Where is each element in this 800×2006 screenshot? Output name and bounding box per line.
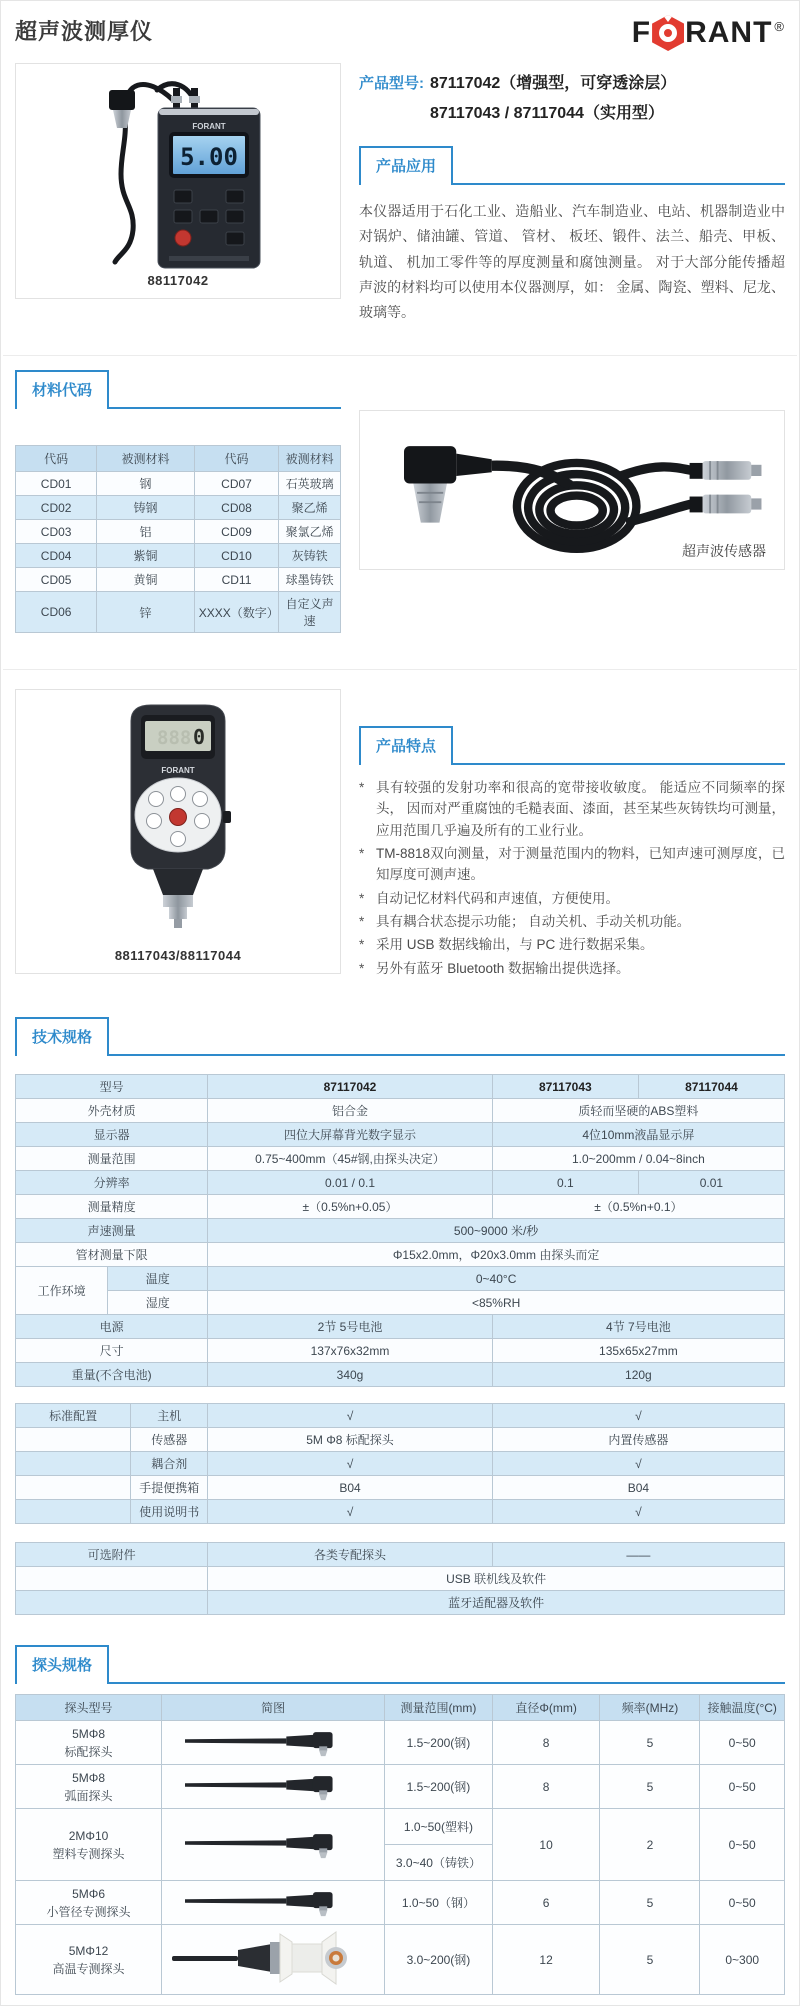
tab-underline [453,726,785,765]
code-cell: XXXX（数字） [194,592,279,633]
list-item: * 另外有蓝牙 Bluetooth 数据输出提供选择。 [359,958,785,979]
col-header: 代码 [194,446,279,472]
standard-config-table [15,1403,785,1524]
material-cell: 铸钢 [97,496,195,520]
probes-tab [15,1645,785,1684]
spec-value: 120g [492,1363,784,1387]
spec-value: 0.01 / 0.1 [208,1171,493,1195]
feature-text: 具有较强的发射功率和很高的宽带接收敏度。 能适应不同频率的探头， 因而对严重腐蚀的毛糙表面、漆面，甚至某些灰铸铁均可测量， 应用范围几乎遍及所有的工业行业。 [376,780,785,838]
code-cell: CD06 [16,592,97,633]
list-item: * 具有较强的发射功率和很高的宽带接收敏度。 能适应不同频率的探头， 因而对严重腐蚀的毛糙表面、漆面，甚至某些灰铸铁均可测量， 应用范围几乎遍及所有的工业行业。 [359,777,785,841]
spec-label: 型号 [16,1075,208,1099]
config-value: 内置传感器 [492,1428,784,1452]
features-tab-label: 产品特点 [359,726,453,765]
gauge1-lcd-value: 5.00 [180,143,238,171]
list-item: * 采用 USB 数据线输出，与 PC 进行数据采集。 [359,934,785,955]
features-tab [359,726,785,765]
code-cell: CD07 [194,472,279,496]
code-cell: CD09 [194,520,279,544]
probe-frequency: 2 [600,1809,700,1881]
config-group-cell [16,1452,131,1476]
probe-temp: 0~300 [700,1925,785,1995]
config-item: 耦合剂 [131,1452,208,1476]
material-cell: 铝 [97,520,195,544]
col-header: 探头型号 [16,1695,162,1721]
table-row [16,568,341,592]
spec-value: 0~40°C [208,1267,785,1291]
table-row [16,1925,785,1995]
table-row [16,1452,785,1476]
spec-label: 分辨率 [16,1171,208,1195]
header [1,1,799,59]
config-value: √ [492,1452,784,1476]
table-header-row [16,1695,785,1721]
specs-tab [15,1017,785,1056]
probe-model: 5MΦ6 小管径专测探头 [16,1881,162,1925]
material-cell: 石英玻璃 [279,472,341,496]
spec-value: <85%RH [208,1291,785,1315]
spec-label: 管材测量下限 [16,1243,208,1267]
gauge2-lcd-ghost: 888 [157,727,192,750]
section-specs [1,1017,799,1615]
spec-value: 2节 5号电池 [208,1315,493,1339]
table-row [16,1219,785,1243]
code-cell: CD10 [194,544,279,568]
logo-letter-f: F [631,16,652,49]
table-row [16,1500,785,1524]
high-temp-probe-icon [168,1928,378,1988]
model-line-1: 87117042（增强型，可穿透涂层） [430,75,677,92]
features-list [359,777,785,979]
optional-group-cell [16,1591,208,1615]
optional-value: USB 联机线及软件 [208,1567,785,1591]
code-cell: CD08 [194,496,279,520]
feature-text: 另外有蓝牙 Bluetooth 数据输出提供选择。 [376,960,630,976]
product-photo-88117043 [15,689,341,974]
spec-value: 87117044 [638,1075,784,1099]
probe-diagram [162,1765,385,1809]
spec-value: Φ15x2.0mm，Φ20x3.0mm 由探头而定 [208,1243,785,1267]
probe-frequency: 5 [600,1765,700,1809]
list-item: * 具有耦合状态提示功能； 自动关机、手动关机功能。 [359,911,785,932]
sensor-photo [359,410,785,570]
probe-diameter: 8 [492,1765,600,1809]
spec-value: 87117043 [492,1075,638,1099]
table-row [16,592,341,633]
registered-mark: ® [774,18,785,34]
config-group-cell [16,1500,131,1524]
spec-value: 四位大屏幕背光数字显示 [208,1123,493,1147]
table-row [16,1267,785,1291]
table-row [16,1075,785,1099]
material-codes-tab-label: 材料代码 [15,370,109,409]
table-row [16,496,341,520]
config-value: B04 [208,1476,493,1500]
feature-text: 自动记忆材料代码和声速值，方便使用。 [376,890,619,906]
material-codes-tab [15,370,341,409]
sensor-cable-illustration [362,420,782,560]
tab-underline [453,146,785,185]
config-group-cell [16,1476,131,1500]
material-cell: 钢 [97,472,195,496]
table-row [16,1171,785,1195]
spec-label: 重量(不含电池) [16,1363,208,1387]
config-group-cell [16,1428,131,1452]
config-item: 手提便携箱 [131,1476,208,1500]
feature-text: 具有耦合状态提示功能； 自动关机、手动关机功能。 [376,914,691,930]
section-probes [1,1645,799,1995]
spec-label: 声速测量 [16,1219,208,1243]
spec-value: ±（0.5%n+0.05） [208,1195,493,1219]
table-row [16,1315,785,1339]
application-text: 本仪器适用于石化工业、造船业、汽车制造业、电站、机器制造业中对锅炉、储油罐、管道、 管材、 板坯、锻件、法兰、船壳、甲板、轨道、 机加工零件等的厚度测量和腐蚀测量。 对于大部分能传播超声波的材料均可以使用本仪器测厚，如： 金属、陶瓷、塑料、尼龙、玻璃等。 [359,203,785,320]
table-row [16,1591,785,1615]
table-row [16,1363,785,1387]
table-row [16,1195,785,1219]
spec-sublabel: 湿度 [108,1291,208,1315]
probe-model: 5MΦ8 弧面探头 [16,1765,162,1809]
code-cell: CD03 [16,520,97,544]
probe-diameter: 10 [492,1809,600,1881]
feature-text: 采用 USB 数据线输出，与 PC 进行数据采集。 [376,937,654,953]
section-intro [1,59,799,325]
spec-value: 铝合金 [208,1099,493,1123]
spec-value: 137x76x32mm [208,1339,493,1363]
table-row [16,1721,785,1765]
tab-underline [109,1645,785,1684]
probe-diagram [162,1809,385,1881]
gauge1-brand-text: FORANT [192,122,226,131]
probe-temp: 0~50 [700,1881,785,1925]
probe-range: 3.0~200(钢) [385,1925,493,1995]
material-cell: 聚氯乙烯 [279,520,341,544]
spec-label: 测量范围 [16,1147,208,1171]
section-features [1,670,799,981]
table-row [16,1881,785,1925]
probe-temp: 0~50 [700,1765,785,1809]
angle-probe-icon [168,1725,378,1757]
col-header: 代码 [16,446,97,472]
angle-probe-icon [168,1827,378,1859]
gauge2-brand-text: FORANT [161,766,195,776]
section-material-codes [1,356,799,633]
material-codes-table [15,445,341,633]
material-cell: 聚乙烯 [279,496,341,520]
config-value: 5M Φ8 标配探头 [208,1428,493,1452]
material-cell: 紫铜 [97,544,195,568]
probe-frequency: 5 [600,1925,700,1995]
angle-probe-icon [168,1885,378,1917]
probe-diagram [162,1925,385,1995]
config-value: √ [492,1404,784,1428]
probe-diagram [162,1721,385,1765]
col-header: 简图 [162,1695,385,1721]
table-row [16,544,341,568]
product-photo-88117042 [15,63,341,299]
spec-value: 0.1 [492,1171,638,1195]
list-item: * 自动记忆材料代码和声速值，方便使用。 [359,888,785,909]
tab-underline [109,1017,785,1056]
col-header: 测量范围(mm) [385,1695,493,1721]
spec-value: 质轻而坚硬的ABS塑料 [492,1099,784,1123]
feature-text: TM-8818双向测量，对于测量范围内的物料，已知声速可测厚度，已知厚度可测声速。 [376,846,785,883]
optional-accessories-table [15,1542,785,1615]
spec-value: 340g [208,1363,493,1387]
table-row [16,1428,785,1452]
table-row [16,1809,785,1845]
spec-value: 4位10mm液晶显示屏 [492,1123,784,1147]
tab-underline [109,370,341,409]
config-item: 使用说明书 [131,1500,208,1524]
table-row [16,1567,785,1591]
material-cell: 球墨铸铁 [279,568,341,592]
material-cell: 锌 [97,592,195,633]
probe-range: 1.0~50(塑料) [385,1809,493,1845]
code-cell: CD02 [16,496,97,520]
gauge1-caption: 88117042 [147,273,209,288]
probe-model: 2MΦ10 塑料专测探头 [16,1809,162,1881]
gauge2-illustration [93,690,263,948]
model-label: 产品型号: [359,75,424,92]
probe-frequency: 5 [600,1721,700,1765]
spec-value: 4节 7号电池 [492,1315,784,1339]
brand-logo [632,15,785,51]
probe-diagram [162,1881,385,1925]
table-row [16,1765,785,1809]
probes-tab-label: 探头规格 [15,1645,109,1684]
table-header-row [16,446,341,472]
optional-value: 各类专配探头 [208,1543,493,1567]
spec-label: 显示器 [16,1123,208,1147]
probes-table [15,1694,785,1995]
spec-label: 外壳材质 [16,1099,208,1123]
specs-tab-label: 技术规格 [15,1017,109,1056]
spec-sublabel: 温度 [108,1267,208,1291]
table-row [16,1291,785,1315]
optional-value: 蓝牙适配器及软件 [208,1591,785,1615]
spec-value: 0.01 [638,1171,784,1195]
list-item: * TM-8818双向测量，对于测量范围内的物料，已知声速可测厚度，已知厚度可测声速。 [359,843,785,886]
angle-probe-icon [168,1769,378,1801]
table-row [16,1476,785,1500]
col-header: 接触温度(°C) [700,1695,785,1721]
config-value: √ [208,1404,493,1428]
material-cell: 黄铜 [97,568,195,592]
optional-group-cell [16,1567,208,1591]
probe-diameter: 6 [492,1881,600,1925]
probe-range: 1.5~200(钢) [385,1721,493,1765]
table-row [16,1543,785,1567]
table-row [16,1099,785,1123]
spec-value: 1.0~200mm / 0.04~8inch [492,1147,784,1171]
col-header: 被测材料 [97,446,195,472]
probe-range: 1.0~50（钢） [385,1881,493,1925]
table-row [16,1243,785,1267]
logo-letters-rant: RANT [685,16,773,49]
table-row [16,520,341,544]
probe-model: 5MΦ12 高温专测探头 [16,1925,162,1995]
sensor-caption: 超声波传感器 [682,543,766,560]
spec-value: 0.75~400mm（45#钢,由探头决定） [208,1147,493,1171]
code-cell: CD01 [16,472,97,496]
application-tab-label: 产品应用 [359,146,453,185]
code-cell: CD11 [194,568,279,592]
material-cell: 自定义声速 [279,592,341,633]
probe-frequency: 5 [600,1881,700,1925]
specs-table [15,1074,785,1387]
probe-temp: 0~50 [700,1721,785,1765]
spec-value: 500~9000 米/秒 [208,1219,785,1243]
col-header: 直径Φ(mm) [492,1695,600,1721]
config-value: √ [208,1500,493,1524]
table-row [16,1404,785,1428]
product-model-block [359,69,785,128]
col-header: 频率(MHz) [600,1695,700,1721]
spec-label: 电源 [16,1315,208,1339]
spec-value: 87117042 [208,1075,493,1099]
config-group-cell: 标准配置 [16,1404,131,1428]
optional-value: —— [492,1543,784,1567]
config-item: 传感器 [131,1428,208,1452]
config-value: √ [208,1452,493,1476]
spec-value: 135x65x27mm [492,1339,784,1363]
material-cell: 灰铸铁 [279,544,341,568]
probe-diameter: 12 [492,1925,600,1995]
code-cell: CD05 [16,568,97,592]
spec-group-label: 工作环境 [16,1267,108,1315]
model-line-2: 87117043 / 87117044（实用型） [430,104,664,122]
probe-range: 3.0~40（铸铁） [385,1845,493,1881]
col-header: 被测材料 [279,446,341,472]
spec-label: 测量精度 [16,1195,208,1219]
table-row [16,472,341,496]
optional-group-cell: 可选附件 [16,1543,208,1567]
config-value: B04 [492,1476,784,1500]
table-row [16,1339,785,1363]
table-row [16,1147,785,1171]
spec-label: 尺寸 [16,1339,208,1363]
application-tab [359,146,785,185]
config-value: √ [492,1500,784,1524]
probe-range: 1.5~200(钢) [385,1765,493,1809]
spec-value: ±（0.5%n+0.1） [492,1195,784,1219]
logo-gem-icon [652,15,684,51]
page-title: 超声波测厚仪 [15,19,154,44]
config-item: 主机 [131,1404,208,1428]
probe-model: 5MΦ8 标配探头 [16,1721,162,1765]
code-cell: CD04 [16,544,97,568]
gauge2-lcd-value: 0 [192,725,205,750]
probe-diameter: 8 [492,1721,600,1765]
probe-temp: 0~50 [700,1809,785,1881]
table-row [16,1123,785,1147]
gauge1-illustration [73,64,283,273]
gauge2-caption: 88117043/88117044 [114,948,242,964]
